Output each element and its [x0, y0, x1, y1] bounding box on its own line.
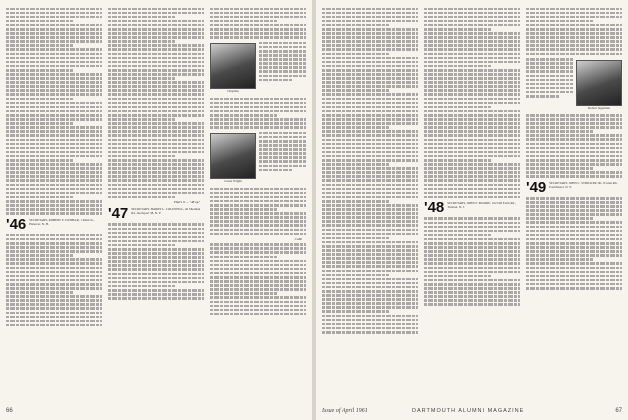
signature: Cobb	[294, 237, 302, 242]
signature: That's it — "48 op"	[173, 200, 200, 205]
right-column-2	[424, 6, 520, 402]
right-page	[316, 0, 628, 420]
magazine-title: DARTMOUTH ALUMNI MAGAZINE	[412, 408, 525, 414]
photo-caption: Curtis Wright	[224, 179, 242, 184]
class-47-heading	[108, 207, 204, 221]
right-footer	[316, 404, 628, 420]
left-column-3	[210, 6, 306, 402]
class-49-heading	[526, 178, 622, 196]
left-column-1	[6, 6, 102, 402]
class-secretary: SECRETARY, ROBERT E. DUNBAR, 1 Main St., Hanover, N. H.	[29, 217, 95, 226]
class-number: '46	[6, 215, 27, 233]
portrait-photo	[576, 60, 622, 106]
class-secretary: SECRETARY, HARRY L. COLDWELL, 46 Sheridan Rd., Rockport 38, N. Y.	[131, 207, 201, 216]
right-column-1	[322, 6, 418, 402]
left-footer	[0, 404, 312, 420]
class-46-heading	[6, 215, 102, 233]
portrait-photo	[210, 133, 256, 179]
class-secretary: SECRETARY, JOHN F. MOORE, 102 Old Farm Rd., Trenton, N. J.	[447, 201, 516, 210]
photo-caption: Chaplain	[227, 89, 239, 94]
page-number: 66	[6, 408, 13, 414]
left-column-2	[108, 6, 204, 402]
left-page	[0, 0, 312, 420]
class-number: '47	[108, 205, 129, 223]
issue-date: Issue of April 1961	[322, 408, 368, 414]
class-secretary: SECRETARY, JOHN C. STRICKER JR., 8 Glen Rd., Eastchester, N. Y.	[549, 180, 618, 189]
portrait-photo	[210, 43, 256, 89]
class-number: '48	[424, 199, 445, 217]
photo-caption: Robert Jagerman	[588, 105, 610, 110]
page-number: 67	[615, 408, 622, 414]
right-column-3	[526, 6, 622, 402]
class-48-heading	[424, 201, 520, 215]
class-number: '49	[526, 178, 547, 196]
